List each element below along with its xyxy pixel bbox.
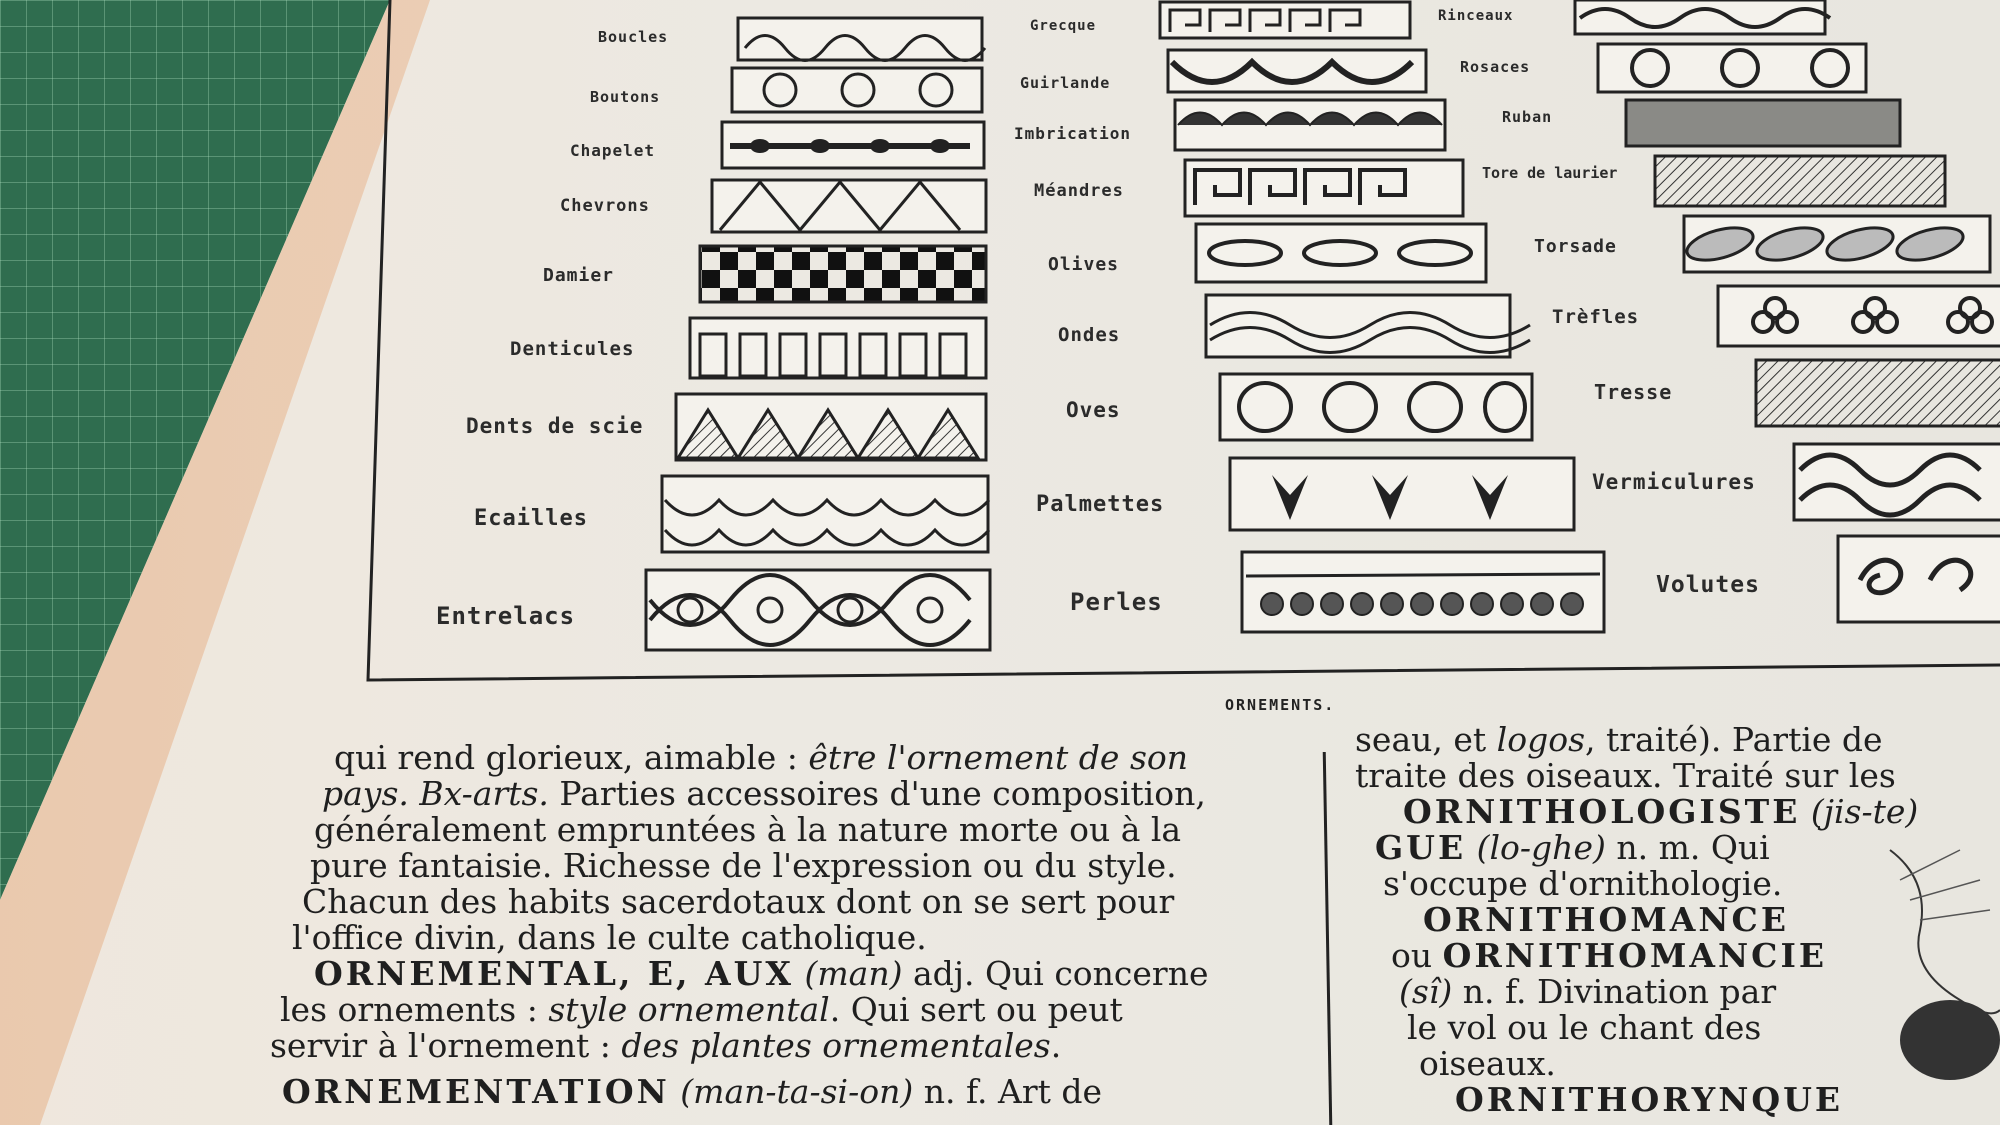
headword-ornithologiste: ORNITHOLOGISTE (jis-te) xyxy=(1403,792,1919,831)
label-oves: Oves xyxy=(1066,398,1121,422)
label-ecailles: Ecailles xyxy=(474,506,588,531)
label-meandres: Méandres xyxy=(1034,181,1124,201)
text-line: oiseaux. xyxy=(1419,1044,1556,1083)
headword-ornemental: ORNEMENTAL, E, AUX (man) adj. Qui concerne xyxy=(314,954,1209,993)
text-line: s'occupe d'ornithologie. xyxy=(1383,864,1783,903)
label-olives: Olives xyxy=(1048,254,1120,275)
text-line: qui rend glorieux, aimable : être l'ornement de son xyxy=(334,738,1189,777)
label-grecque: Grecque xyxy=(1030,18,1097,34)
headword-ornithorynque: ORNITHORYNQUE xyxy=(1455,1080,1844,1119)
text-line: le vol ou le chant des xyxy=(1407,1008,1762,1047)
headword-ornithomance: ORNITHOMANCE xyxy=(1423,900,1789,939)
label-tresse: Tresse xyxy=(1594,380,1673,404)
label-rinceaux: Rinceaux xyxy=(1438,8,1514,24)
text-line: Chacun des habits sacerdotaux dont on se sert pour xyxy=(302,882,1175,921)
label-palmettes: Palmettes xyxy=(1036,492,1165,517)
label-trefles: Trèfles xyxy=(1552,306,1640,328)
label-entrelacs: Entrelacs xyxy=(436,602,576,630)
text-line: (sî) n. f. Divination par xyxy=(1399,972,1777,1011)
label-torsade: Torsade xyxy=(1534,236,1617,257)
label-ruban: Ruban xyxy=(1502,108,1553,126)
bird-illustration xyxy=(1880,840,2000,1100)
headword-ornementation: ORNEMENTATION (man-ta-si-on) n. f. Art de xyxy=(282,1072,1103,1111)
text-line: pure fantaisie. Richesse de l'expression ou du style. xyxy=(310,846,1177,885)
label-tore-de-laurier: Tore de laurier xyxy=(1482,164,1618,182)
headword-ornithologue: GUE (lo-ghe) n. m. Qui xyxy=(1375,828,1770,867)
label-boutons: Boutons xyxy=(590,88,661,106)
label-imbrication: Imbrication xyxy=(1014,124,1131,143)
label-denticules: Denticules xyxy=(510,338,635,360)
plate-caption: ORNEMENTS. xyxy=(1225,696,1336,714)
text-line: servir à l'ornement : des plantes ornementales. xyxy=(270,1026,1062,1065)
headword-ornithomancie: ou ORNITHOMANCIE xyxy=(1391,936,1828,975)
label-vermiculures: Vermiculures xyxy=(1592,470,1756,494)
label-guirlande: Guirlande xyxy=(1020,74,1111,92)
label-dents-de-scie: Dents de scie xyxy=(466,414,644,438)
label-boucles: Boucles xyxy=(598,28,669,46)
label-rosaces: Rosaces xyxy=(1460,58,1531,76)
label-chevrons: Chevrons xyxy=(560,196,650,216)
text-line: les ornements : style ornemental. Qui sert ou peut xyxy=(280,990,1123,1029)
text-line: pays. Bx-arts. Parties accessoires d'une composition, xyxy=(322,774,1206,813)
label-perles: Perles xyxy=(1070,588,1163,616)
label-damier: Damier xyxy=(543,265,615,286)
text-line: seau, et logos, traité). Partie de xyxy=(1355,720,1883,759)
text-line: l'office divin, dans le culte catholique. xyxy=(292,918,927,957)
label-volutes: Volutes xyxy=(1656,572,1760,598)
right-text-column xyxy=(1355,722,1918,1118)
left-text-column xyxy=(270,738,1209,1111)
label-chapelet: Chapelet xyxy=(570,141,656,160)
label-ondes: Ondes xyxy=(1058,324,1121,346)
text-line: généralement empruntées à la nature morte ou à la xyxy=(314,810,1182,849)
text-line: traite des oiseaux. Traité sur les xyxy=(1355,756,1896,795)
